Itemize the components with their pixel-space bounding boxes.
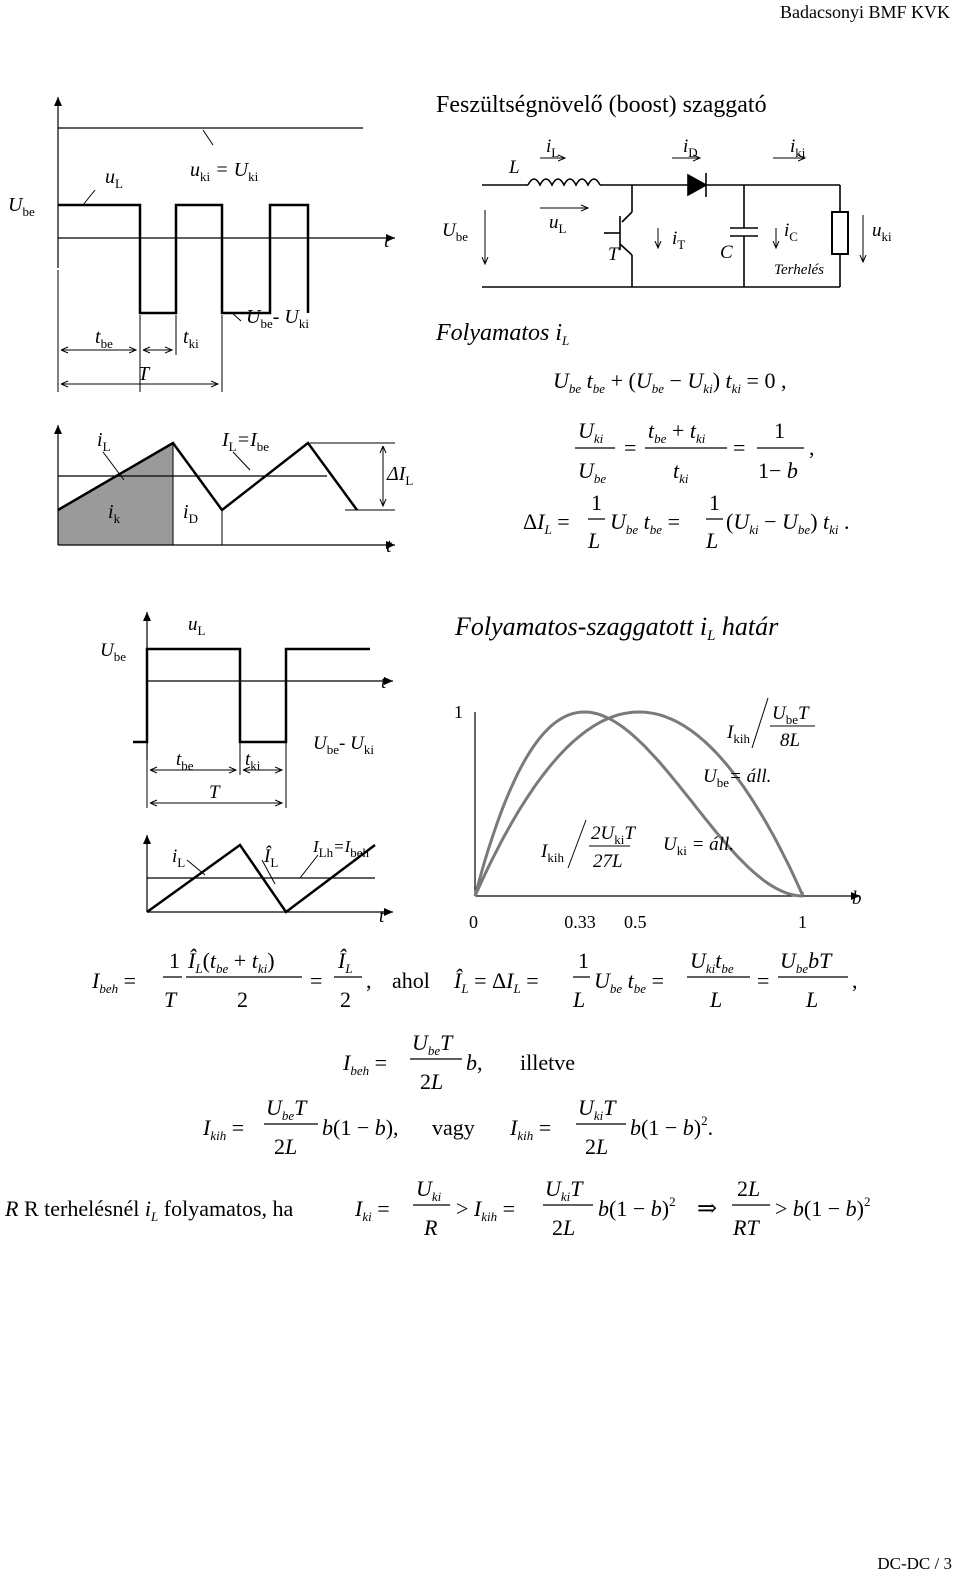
svg-text:=: = (310, 968, 323, 993)
svg-text:ILh=Ibeh: $I_{Lh}=I_{beh}$ (313, 837, 370, 860)
equation-ibeh (342, 1030, 575, 1094)
svg-text:2L: 2L (420, 1069, 444, 1094)
svg-text:2: 2 (237, 987, 248, 1012)
svg-text:2UkiT: $2U_{ki}T$ (591, 823, 635, 847)
svg-text:ÎL(tbe + tki): $Î_L(t_{be} + t_{ki})$ (188, 948, 275, 976)
annotation-curve1 (703, 698, 815, 790)
svg-text:RT: RT (733, 1215, 759, 1240)
svg-text:=: = (733, 435, 746, 460)
svg-text:2L: 2L (737, 1176, 761, 1201)
label-ube-uki: $U_{be}-$ $U_{ki}$ (246, 306, 309, 331)
svg-text:ahol: ahol (392, 968, 430, 993)
section1-title: Feszültségnövelő (boost) szaggató (436, 92, 767, 118)
equation-delta-IL (523, 490, 850, 553)
svg-text:iD: $i_D$ (683, 136, 698, 160)
boundary-current-waveform (147, 835, 393, 927)
footer-page: DC-DC / 3 (877, 1554, 952, 1573)
svg-text:1: 1 (774, 418, 785, 443)
svg-text:uL: $u_L$ (549, 212, 567, 236)
svg-text:b,: b, (466, 1050, 483, 1075)
svg-text:2L: 2L (274, 1134, 298, 1159)
svg-text:Ikih =: $I_{kih}$ = (510, 1115, 552, 1143)
label-id: $i_D$ (183, 501, 198, 526)
svg-text:,: , (852, 968, 858, 993)
annotation-curve2 (540, 820, 734, 872)
svg-text:T: T (164, 987, 177, 1012)
svg-text:UbebT: $U_{be}bT$ (780, 948, 832, 976)
svg-text:2L: 2L (585, 1134, 609, 1159)
y-tick-label: 1 (454, 702, 463, 722)
svg-text:b(1 − b),: b(1 − b), (322, 1115, 399, 1140)
svg-text:ÎL: $Î_L$ (264, 846, 279, 870)
label-T: T (138, 363, 150, 385)
svg-text:UkiT: $U_{ki}T$ (545, 1176, 583, 1204)
svg-text:L: L (509, 157, 520, 178)
label-t: t (384, 230, 390, 252)
svg-text:T: T (209, 782, 220, 803)
header-institution: Badacsonyi BMF KVK (780, 2, 950, 22)
label-ik: $i_k$ (108, 501, 121, 526)
svg-text:iL: $i_L$ (546, 136, 560, 160)
svg-text:ÎL = ΔIL =: $Î_L = \Delta I_L$ = (454, 968, 539, 996)
svg-text:Ube= áll.: $U_{be}=$ áll. (703, 766, 772, 790)
svg-text:b(1 − b)2: $b(1 - b)^2$ (598, 1194, 676, 1221)
x-tick-label: 0.33 (564, 912, 596, 932)
svg-text:Ube: $U_{be}$ (578, 458, 607, 486)
svg-text:ΔIL =: $\Delta I_L$ = (523, 509, 570, 537)
x-tick-label: 1 (798, 912, 807, 932)
svg-text:Ube tbe =: $U_{be}$ $t_{be}$ = (594, 968, 664, 996)
svg-text:vagy: vagy (432, 1115, 475, 1140)
label-il: $i_L$ (97, 429, 111, 454)
svg-text:Ube: $U_{be}$ (442, 220, 469, 244)
equation-continuity-condition (4, 1176, 870, 1240)
svg-text:UbeT: $U_{be}T$ (412, 1030, 453, 1058)
label-tbe: $t_{be}$ (95, 326, 113, 351)
label-tki: $t_{ki}$ (183, 326, 199, 351)
svg-text:tki: $t_{ki}$ (245, 749, 261, 773)
svg-text:Ibeh =: $I_{beh}$ = (92, 968, 137, 996)
svg-text:UbeT: $U_{be}T$ (266, 1095, 307, 1123)
svg-text:,: , (809, 435, 815, 460)
x-tick-label: 0.5 (624, 912, 647, 932)
boundary-title: Folyamatos-szaggatott iL határ (455, 612, 779, 644)
svg-text:Ibeh =: $I_{beh}$ = (343, 1050, 388, 1078)
label-ube: $U_{be}$ (8, 194, 35, 219)
svg-text:Ube tbe + (Ube − Uki) tki = 0: $U_{be}$ $t_{be} + (U_{be} - U_{ki}) t_{ki} = 0$ , (553, 368, 787, 396)
svg-text:1: 1 (578, 948, 589, 973)
boundary-voltage-waveform (100, 612, 393, 808)
boundary-chart (454, 698, 862, 932)
svg-text:(Uki − Ube) tki .: $(U_{ki} - U_{be})$ $t_{ki}$ . (726, 509, 850, 537)
svg-text:L: L (710, 987, 723, 1012)
svg-text:=: = (624, 435, 637, 460)
svg-text:27L: 27L (593, 851, 623, 872)
svg-text:Ube- Uki: $U_{be}-$ $U_{ki}$ (313, 733, 374, 757)
svg-text:R R terhelésnél iL folyamatos,: R R terhelésnél $i_L$ folyamatos, ha (5, 1196, 294, 1224)
label-IL-Ibe: $I_L=I_{be}$ (222, 429, 270, 454)
svg-text:UbeT: $U_{be}T$ (772, 703, 809, 727)
svg-text:ÎL: $Î_L$ (338, 948, 353, 976)
svg-text:iki: $i_{ki}$ (790, 136, 806, 160)
svg-text:> Ikih =: > $I_{kih}$ = (456, 1196, 516, 1224)
svg-text:Uki: $U_{ki}$ (578, 418, 604, 446)
label-uki-eq: $u_{ki} = U_{ki}$ (190, 159, 259, 184)
svg-text:Ikih =: $I_{kih}$ = (203, 1115, 245, 1143)
svg-text:L: L (573, 987, 586, 1012)
svg-text:t: t (379, 906, 385, 927)
svg-text:8L: 8L (780, 730, 801, 751)
svg-text:2L: 2L (552, 1215, 576, 1240)
svg-text:b(1 − b)2.: $b(1 - b)^2$. (630, 1113, 714, 1140)
boost-circuit-labels (442, 136, 892, 278)
label-ul: $u_L$ (105, 166, 123, 191)
svg-text:uL: $u_L$ (188, 614, 206, 638)
svg-text:1: 1 (169, 948, 180, 973)
svg-text:C: C (720, 242, 733, 263)
svg-text:T: T (608, 244, 619, 265)
svg-text:Ube: $U_{be}$ (100, 640, 127, 664)
svg-text:iL: $i_L$ (172, 846, 186, 870)
x-axis-label: b (852, 888, 862, 909)
svg-text:,: , (366, 968, 372, 993)
equation-volt-second-balance (553, 368, 786, 396)
x-tick-label: 0 (469, 912, 478, 932)
svg-text:1: 1 (591, 490, 602, 515)
svg-text:L: L (806, 987, 819, 1012)
svg-text:L: L (588, 528, 601, 553)
svg-text:1− b: 1− b (758, 458, 798, 483)
svg-text:tki: $t_{ki}$ (673, 458, 689, 486)
svg-text:2: 2 (340, 987, 351, 1012)
svg-text:L: L (706, 528, 719, 553)
svg-text:=: = (757, 968, 770, 993)
svg-text:tbe: $t_{be}$ (176, 749, 194, 773)
svg-text:iC: $i_C$ (784, 220, 798, 244)
equation-conversion-ratio (575, 418, 815, 486)
equation-ikih (202, 1095, 713, 1159)
svg-text:Ikih: $I_{kih}$ (727, 722, 750, 746)
svg-text:UkiT: $U_{ki}T$ (578, 1095, 616, 1123)
boost-voltage-waveform (8, 97, 395, 392)
svg-text:illetve: illetve (520, 1050, 575, 1075)
boost-current-waveform (58, 425, 413, 557)
svg-text:t: t (381, 672, 387, 693)
svg-text:1: 1 (709, 490, 720, 515)
svg-text:Ube tbe =: $U_{be}$ $t_{be}$ = (610, 509, 680, 537)
svg-text:Iki =: $I_{ki}$ = (355, 1196, 390, 1224)
svg-text:uki: $u_{ki}$ (872, 220, 892, 244)
svg-text:tbe + tki: $t_{be} + t_{ki}$ (648, 418, 706, 446)
svg-text:Uki: $U_{ki}$ (416, 1176, 442, 1204)
svg-text:Ikih: $I_{kih}$ (541, 841, 564, 865)
equation-ibeh-general (91, 948, 858, 1012)
continuous-title: Folyamatos $i_L$ (436, 320, 570, 348)
svg-text:iT: $i_T$ (672, 228, 686, 252)
svg-text:R: R (424, 1215, 438, 1240)
svg-text:> b(1 − b)2: > $b(1 - b)^2$ (775, 1194, 871, 1221)
svg-text:Uki = áll.: $U_{ki}$ = áll. (663, 834, 734, 858)
label-delta-IL: $\Delta I_L$ (387, 463, 414, 488)
label-t2: t (386, 535, 392, 557)
svg-text:Terhelés: Terhelés (774, 262, 825, 278)
svg-text:Ukitbe: $U_{ki}t_{be}$ (690, 948, 734, 976)
svg-text:⇒: ⇒ (697, 1196, 718, 1222)
